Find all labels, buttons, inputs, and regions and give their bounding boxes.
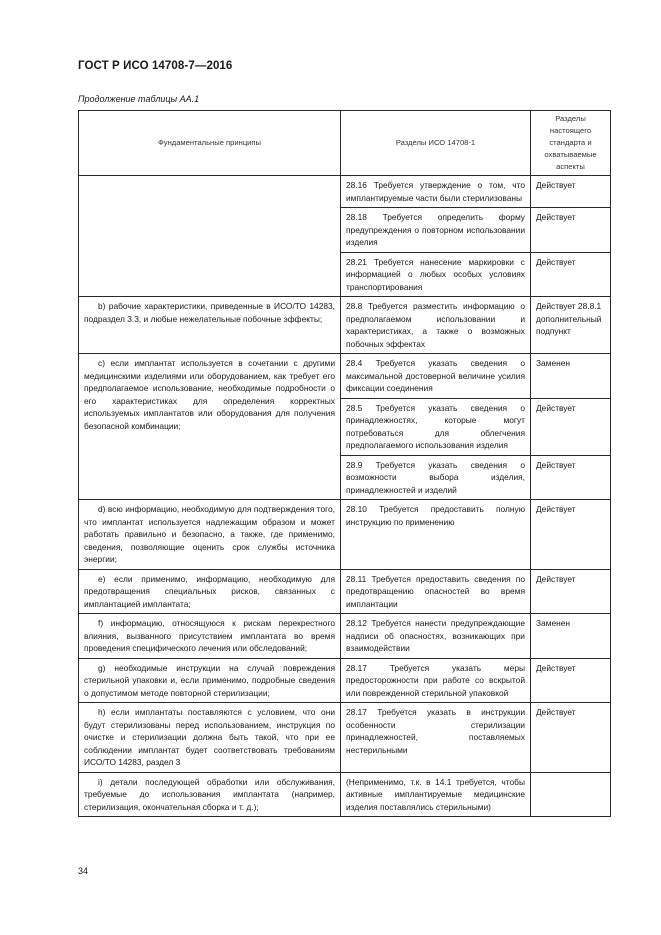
status-cell: Действует (531, 703, 611, 773)
iso-section-cell: 28.18 Требуется определить форму предупреждения о повторном использовании изделия (341, 208, 531, 253)
table-row (79, 500, 611, 570)
table-row (79, 297, 611, 354)
principle-cell: g) необходимые инструкции на случай повреждения стерильной упаковки и, если применимо, подробные сведения о допустимом методе повторной стерилизации; (79, 658, 341, 703)
principle-cell: b) рабочие характеристики, приведенные в ИСО/ТО 14283, подраздел 3.3, и любые нежелательные побочные эффекты; (79, 297, 341, 354)
status-cell: Действует (531, 176, 611, 208)
principle-cell (79, 176, 341, 297)
status-cell: Заменен (531, 354, 611, 399)
principle-cell: h) если имплантаты поставляются с условием, что они будут стерилизованы перед использованием, инструкция по очистке и стерилизации должна быть такой, что при ее соблюдении имплантат будет соответствовать требованиям ИСО/ТО 14283, раздел 3 (79, 703, 341, 773)
header-iso-sections: Разделы ИСО 14708-1 (341, 111, 531, 176)
table-row (79, 703, 611, 773)
iso-section-cell: (Неприменимо, т.к. в 14.1 требуется, чтобы активные имплантируемые медицинские изделия поставлялись стерильными) (341, 772, 531, 817)
status-cell (531, 772, 611, 817)
status-cell: Действует 28.8.1 дополнительный подпункт (531, 297, 611, 354)
header-principles: Фундаментальные принципы (79, 111, 341, 176)
status-cell: Действует (531, 569, 611, 614)
table-body (79, 176, 611, 817)
iso-section-cell: 28.10 Требуется предоставить полную инструкцию по применению (341, 500, 531, 570)
status-cell: Действует (531, 500, 611, 570)
iso-section-cell: 28.11 Требуется предоставить сведения по предотвращению опасностей во время имплантации (341, 569, 531, 614)
status-cell: Действует (531, 658, 611, 703)
status-cell: Действует (531, 252, 611, 297)
iso-section-cell: 28.17 Требуется указать меры предосторожности при работе со вскрытой или поврежденной стерильной упаковкой (341, 658, 531, 703)
iso-section-cell: 28.9 Требуется указать сведения о возможности выбора изделия, принадлежностей и изделий (341, 455, 531, 500)
status-cell: Действует (531, 208, 611, 253)
header-standard-sections: Разделы настоящего стандарта и охватываемые аспекты (531, 111, 611, 176)
principle-cell: i) детали последующей обработки или обслуживания, требуемые до использования имплантата (например, стерилизация, окончательная сборка и т. д.); (79, 772, 341, 817)
iso-section-cell: 28.8 Требуется разместить информацию о предполагаемом использовании и характеристиках, а также о возможных побочных эффектах (341, 297, 531, 354)
principle-cell: c) если имплантат используется в сочетании с другими медицинскими изделиями или оборудованием, как требует его предполагаемое использование, необходимые подробности о его характеристиках для определения корректных используемых имплантатов или оборудования для получения безопасной комбинации; (79, 354, 341, 500)
status-cell: Действует (531, 455, 611, 500)
principle-cell: f) информацию, относящуюся к рискам перекрестного влияния, вызванного присутствием имплантата во время проведения специфического лечения или обследований; (79, 614, 341, 659)
document-title: ГОСТ Р ИСО 14708-7—2016 (78, 60, 233, 72)
iso-section-cell: 28.5 Требуется указать сведения о принадлежностях, которые могут потребоваться для облегчения предполагаемого использования изделия (341, 398, 531, 455)
principle-cell: e) если применимо, информацию, необходимую для предотвращения специальных рисков, связанных с имплантацией имплантата; (79, 569, 341, 614)
table-row (79, 614, 611, 659)
table-caption: Продолжение таблицы АА.1 (78, 94, 200, 104)
table-row (79, 569, 611, 614)
status-cell: Заменен (531, 614, 611, 659)
status-cell: Действует (531, 398, 611, 455)
principle-cell: d) всю информацию, необходимую для подтверждения того, что имплантат используется надлежащим образом и может работать правильно и безопасно, а также, где применимо, сведения, позволяющие оценить срок службы источника энергии; (79, 500, 341, 570)
iso-section-cell: 28.12 Требуется нанести предупреждающие надписи об опасностях, возникающих при взаимодействии (341, 614, 531, 659)
iso-section-cell: 28.4 Требуется указать сведения о максимальной достоверной величине усилия фиксации соединения (341, 354, 531, 399)
table-row (79, 658, 611, 703)
iso-section-cell: 28.17 Требуется указать в инструкции особенности стерилизации принадлежностей, поставляемых нестерильными (341, 703, 531, 773)
table-row (79, 176, 611, 208)
page-number: 34 (78, 866, 89, 876)
iso-section-cell: 28.21 Требуется нанесение маркировки с информацией о любых особых условиях транспортирования (341, 252, 531, 297)
table-header-row (79, 111, 611, 176)
table-row (79, 772, 611, 817)
table-row (79, 354, 611, 399)
iso-section-cell: 28.16 Требуется утверждение о том, что имплантируемые части были стерилизованы (341, 176, 531, 208)
requirements-table (78, 110, 611, 817)
